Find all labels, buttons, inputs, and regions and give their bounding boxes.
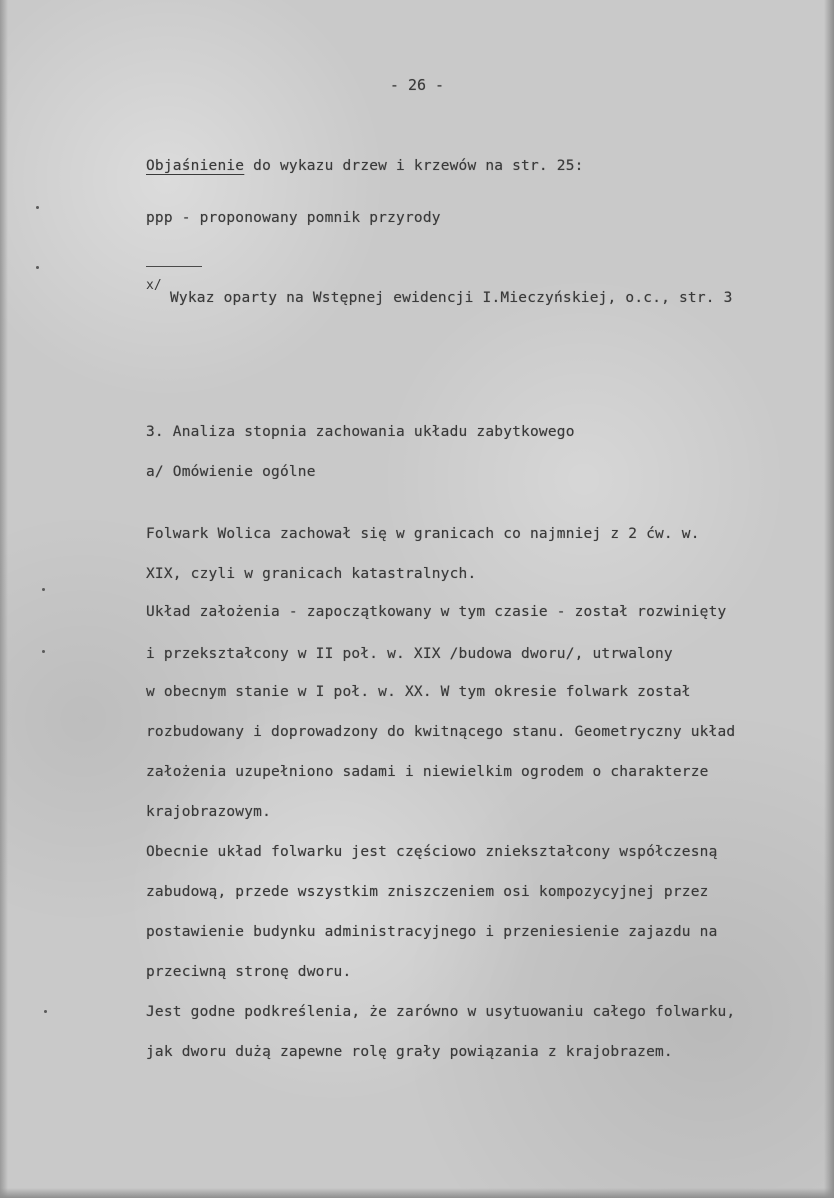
body-line: Folwark Wolica zachował się w granicach co najmniej z 2 ćw. w. bbox=[146, 526, 700, 542]
section-subheading: a/ Omówienie ogólne bbox=[146, 464, 316, 480]
body-line: Układ założenia - zapoczątkowany w tym czasie - został rozwinięty bbox=[146, 604, 727, 620]
footnote-text: Wykaz oparty na Wstępnej ewidencji I.Mieczyńskiej, o.c., str. 3 bbox=[170, 290, 733, 306]
footnote-marker: x/ bbox=[146, 278, 162, 293]
body-line: przeciwną stronę dworu. bbox=[146, 964, 352, 980]
body-line: krajobrazowym. bbox=[146, 804, 272, 820]
binder-hole-mark bbox=[44, 1010, 47, 1013]
binder-hole-mark bbox=[36, 206, 39, 209]
explanation-text: do wykazu drzew i krzewów na str. 25: bbox=[244, 158, 584, 174]
body-line: założenia uzupełniono sadami i niewielkim ogrodem o charakterze bbox=[146, 764, 709, 780]
body-line: w obecnym stanie w I poł. w. XX. W tym okresie folwark został bbox=[146, 684, 691, 700]
page-edge-left bbox=[0, 0, 8, 1198]
body-line: rozbudowany i doprowadzony do kwitnącego stanu. Geometryczny układ bbox=[146, 724, 736, 740]
binder-hole-mark bbox=[42, 650, 45, 653]
binder-hole-mark bbox=[36, 266, 39, 269]
explanation-line bbox=[146, 158, 584, 174]
page-edge-right bbox=[824, 0, 834, 1198]
body-line: zabudową, przede wszystkim zniszczeniem osi kompozycyjnej przez bbox=[146, 884, 709, 900]
binder-hole-mark bbox=[42, 588, 45, 591]
legend-line: ppp - proponowany pomnik przyrody bbox=[146, 210, 441, 226]
explanation-label: Objaśnienie bbox=[146, 158, 245, 174]
section-heading: 3. Analiza stopnia zachowania układu zabytkowego bbox=[146, 424, 575, 440]
body-line: jak dworu dużą zapewne rolę grały powiązania z krajobrazem. bbox=[146, 1044, 673, 1060]
page-edge-bottom bbox=[0, 1188, 834, 1198]
body-line: Jest godne podkreślenia, że zarówno w usytuowaniu całego folwarku, bbox=[146, 1004, 736, 1020]
body-line: postawienie budynku administracyjnego i przeniesienie zajazdu na bbox=[146, 924, 718, 940]
body-line: i przekształcony w II poł. w. XIX /budowa dworu/, utrwalony bbox=[146, 646, 673, 662]
body-line: Obecnie układ folwarku jest częściowo zniekształcony współczesną bbox=[146, 844, 718, 860]
body-line: XIX, czyli w granicach katastralnych. bbox=[146, 566, 477, 582]
footnote-rule bbox=[146, 266, 202, 267]
page-number: - 26 - bbox=[389, 76, 445, 94]
